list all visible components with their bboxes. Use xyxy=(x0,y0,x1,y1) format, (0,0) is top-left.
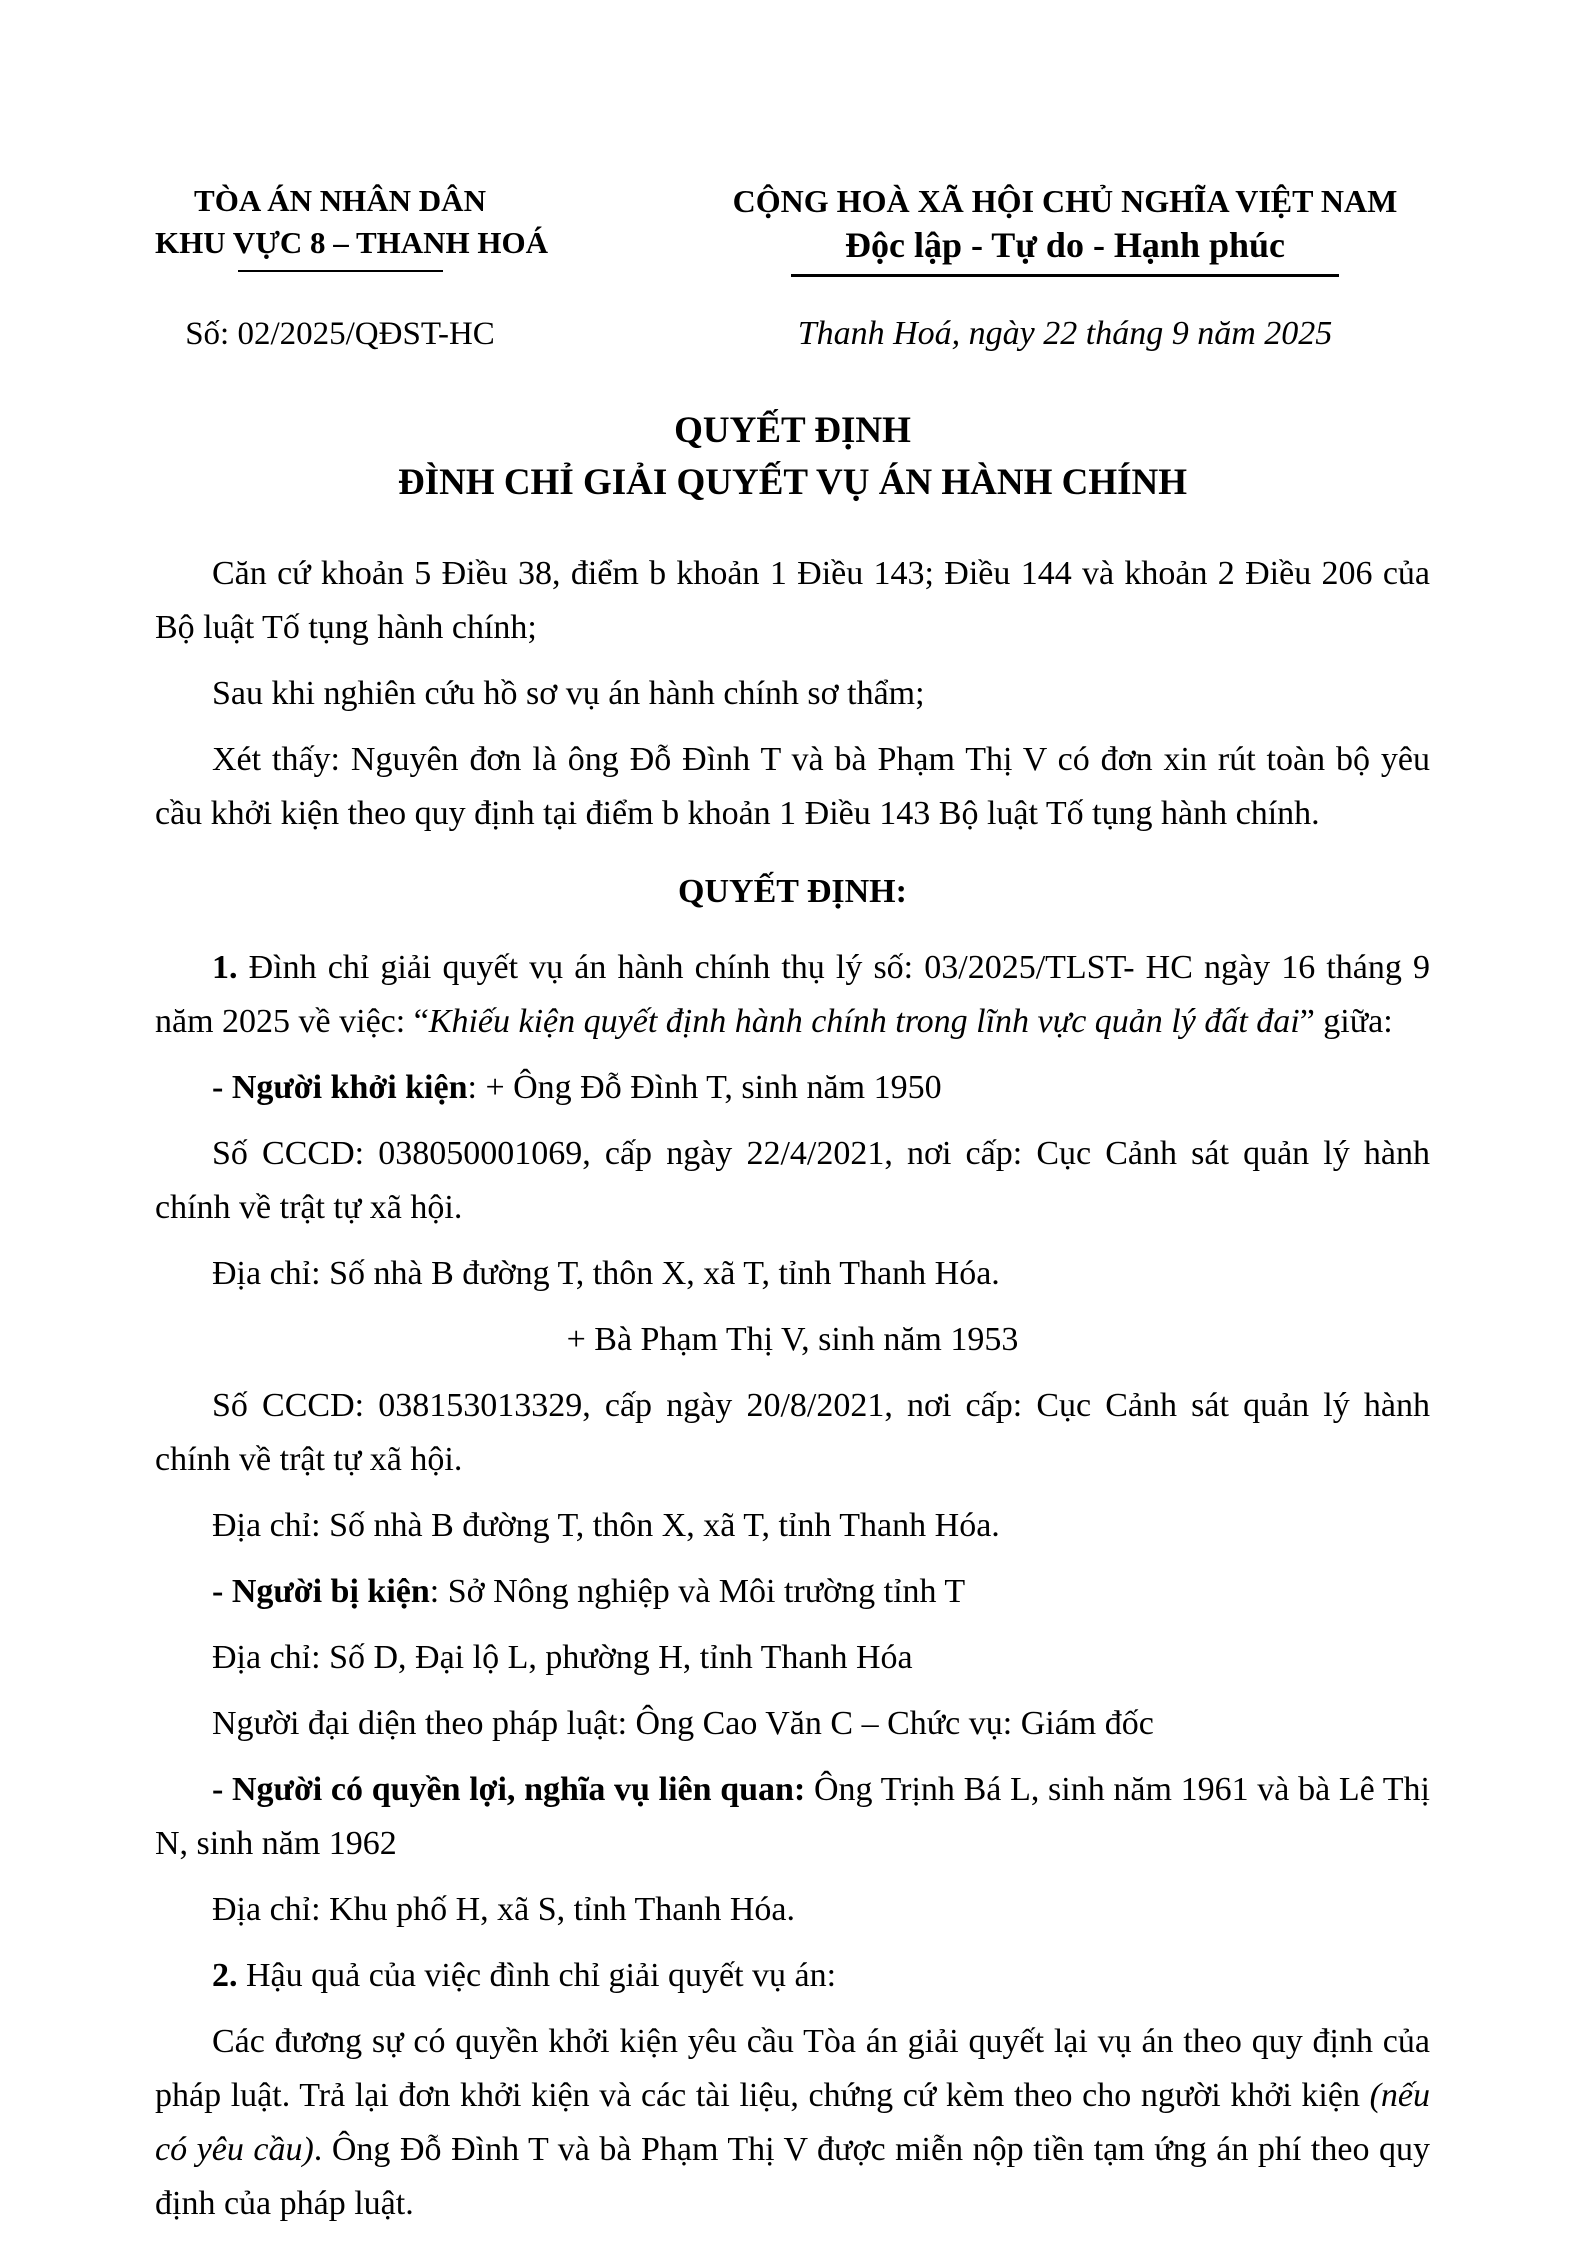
paragraph-consequence xyxy=(155,2015,1430,2231)
plaintiff-label: - Người khởi kiện xyxy=(212,1069,468,1106)
court-name-underline xyxy=(238,270,443,272)
court-name-line2: KHU VỰC 8 – THANH HOÁ xyxy=(155,225,548,260)
paragraph-related-party xyxy=(155,1763,1430,1871)
paragraph-defendant-representative: Người đại diện theo pháp luật: Ông Cao Văn C – Chức vụ: Giám đốc xyxy=(212,1705,1154,1742)
paragraph-findings: Xét thấy: Nguyên đơn là ông Đỗ Đình T và bà Phạm Thị V có đơn xin rút toàn bộ yêu cầu khởi kiện theo quy định tại điểm b khoản 1 Điều 143 Bộ luật Tố tụng hành chính. xyxy=(155,741,1430,832)
paragraph-item1 xyxy=(155,941,1430,1049)
plaintiff-value: : + Ông Đỗ Đình T, sinh năm 1950 xyxy=(467,1069,942,1106)
paragraph-plaintiff xyxy=(155,1061,1430,1115)
national-motto-line1: CỘNG HOÀ XÃ HỘI CHỦ NGHĨA VIỆT NAM xyxy=(732,183,1398,219)
paragraph-related-party-address: Địa chỉ: Khu phố H, xã S, tỉnh Thanh Hóa. xyxy=(212,1891,795,1928)
paragraph-plaintiff2-cccd: Số CCCD: 038153013329, cấp ngày 20/8/2021, nơi cấp: Cục Cảnh sát quản lý hành chính về trật tự xã hội. xyxy=(155,1387,1430,1478)
document-title xyxy=(155,405,1430,509)
consequence-text-after-italic: . Ông Đỗ Đình T và bà Phạm Thị V được miễn nộp tiền tạm ứng án phí theo quy định của pháp luật. xyxy=(155,2131,1430,2222)
document-number: Số: 02/2025/QĐST-HC xyxy=(185,316,495,352)
title-line1: QUYẾT ĐỊNH xyxy=(674,410,911,451)
paragraph-plaintiff2-name: + Bà Phạm Thị V, sinh năm 1953 xyxy=(566,1321,1019,1358)
paragraph-defendant xyxy=(155,1565,1430,1619)
item2-text: Hậu quả của việc đình chỉ giải quyết vụ án: xyxy=(237,1957,837,1994)
related-party-label: - Người có quyền lợi, nghĩa vụ liên quan: xyxy=(212,1771,806,1808)
paragraph-after-review: Sau khi nghiên cứu hồ sơ vụ án hành chính sơ thẩm; xyxy=(212,675,925,712)
document-header xyxy=(155,180,1430,353)
item2-number: 2. xyxy=(212,1957,238,1994)
paragraph-plaintiff-address: Địa chỉ: Số nhà B đường T, thôn X, xã T, tỉnh Thanh Hóa. xyxy=(212,1255,1000,1292)
item1-number: 1. xyxy=(212,949,238,986)
related-party-value: Ông Trịnh Bá L, sinh năm 1961 và bà Lê Thị N, sinh năm 1962 xyxy=(155,1771,1430,1862)
paragraph-item2 xyxy=(155,1949,1430,2003)
national-motto-line2: Độc lập - Tự do - Hạnh phúc xyxy=(844,225,1286,265)
item1-case-subject-italic: Khiếu kiện quyết định hành chính trong lĩnh vực quản lý đất đai xyxy=(428,1003,1300,1040)
motto-underline xyxy=(791,274,1339,277)
court-name-block xyxy=(155,180,548,353)
defendant-label: - Người bị kiện xyxy=(212,1573,430,1610)
item1-text-after-quote: ” giữa: xyxy=(1299,1003,1393,1040)
consequence-text-before-italic: Các đương sự có quyền khởi kiện yêu cầu Tòa án giải quyết lại vụ án theo quy định của pháp luật. Trả lại đơn khởi kiện và các tài liệu, chứng cứ kèm theo cho người khởi kiện xyxy=(155,2023,1430,2114)
title-line2: ĐÌNH CHỈ GIẢI QUYẾT VỤ ÁN HÀNH CHÍNH xyxy=(397,462,1188,503)
paragraph-legal-basis: Căn cứ khoản 5 Điều 38, điểm b khoản 1 Điều 143; Điều 144 và khoản 2 Điều 206 của Bộ luật Tố tụng hành chính; xyxy=(155,555,1430,646)
defendant-value: : Sở Nông nghiệp và Môi trường tỉnh T xyxy=(429,1573,966,1610)
document-body xyxy=(155,547,1430,2231)
item1-text-before-quote: Đình chỉ giải quyết vụ án hành chính thụ lý số: 03/2025/TLST- HC ngày 16 tháng 9 năm 2025 về việc: “ xyxy=(155,949,1430,1040)
paragraph-plaintiff-cccd: Số CCCD: 038050001069, cấp ngày 22/4/2021, nơi cấp: Cục Cảnh sát quản lý hành chính về trật tự xã hội. xyxy=(155,1135,1430,1226)
place-date-line: Thanh Hoá, ngày 22 tháng 9 năm 2025 xyxy=(797,315,1333,352)
national-motto-block xyxy=(700,180,1430,353)
consequence-italic: (nếu có yêu cầu) xyxy=(155,2077,1430,2168)
paragraph-defendant-address: Địa chỉ: Số D, Đại lộ L, phường H, tỉnh Thanh Hóa xyxy=(212,1639,913,1676)
court-name-line1: TÒA ÁN NHÂN DÂN xyxy=(194,183,486,218)
paragraph-plaintiff2-address: Địa chỉ: Số nhà B đường T, thôn X, xã T, tỉnh Thanh Hóa. xyxy=(212,1507,1000,1544)
decision-heading: QUYẾT ĐỊNH: xyxy=(678,873,907,910)
